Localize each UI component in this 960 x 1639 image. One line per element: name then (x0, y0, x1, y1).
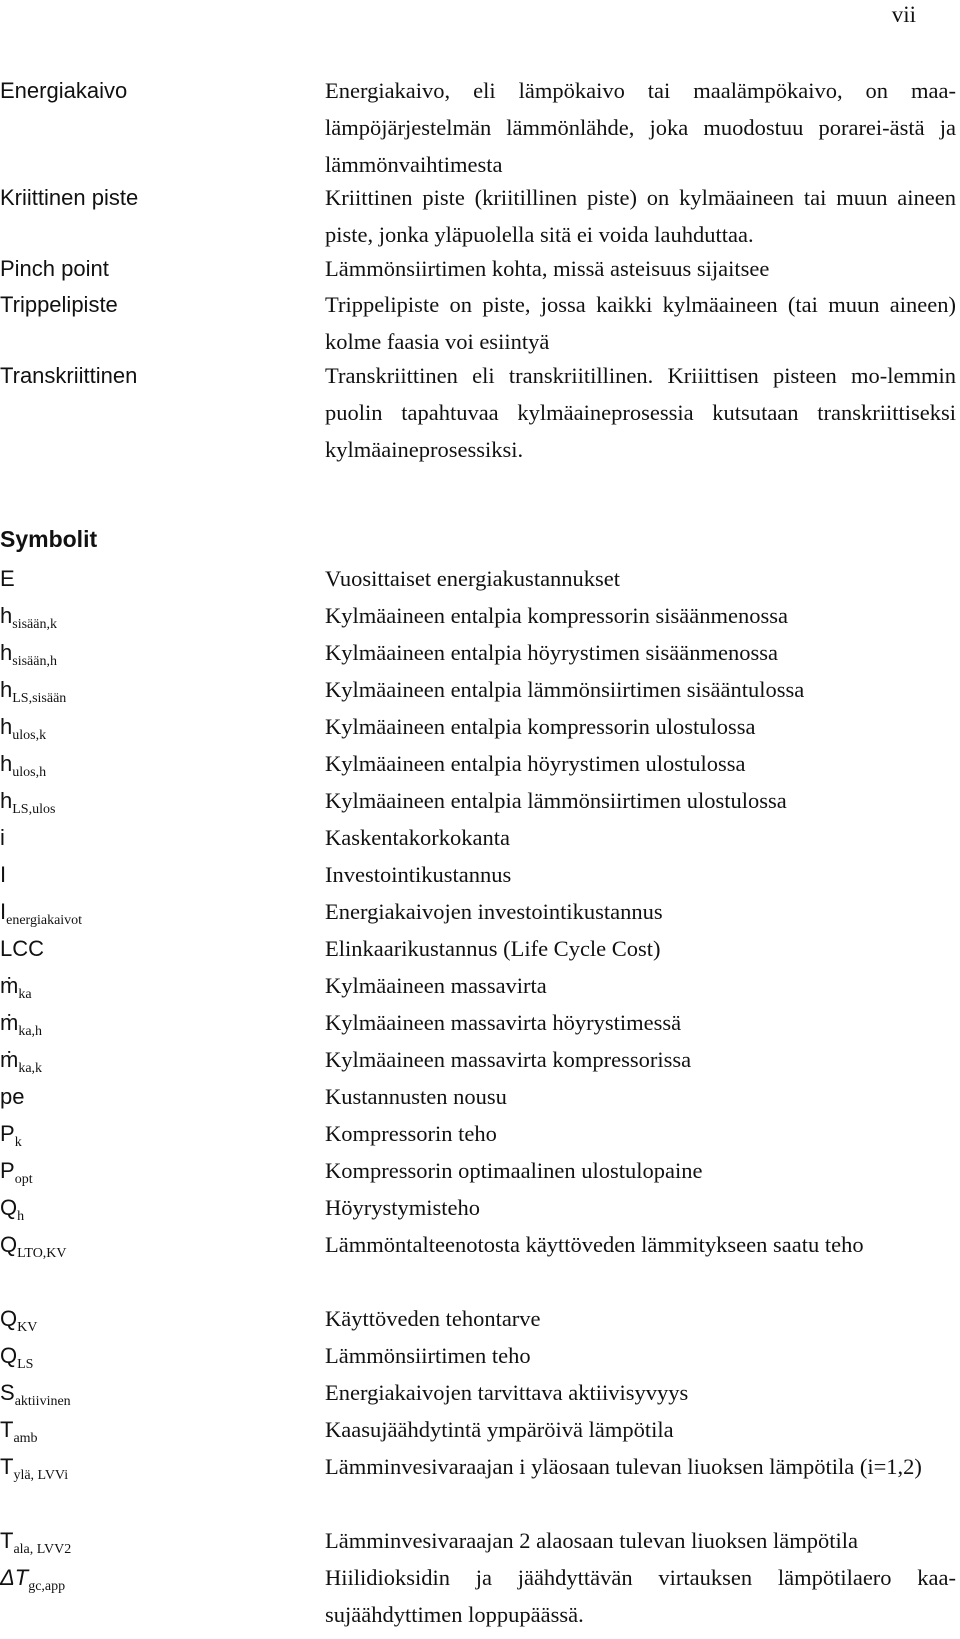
symbol-base: h (0, 640, 13, 665)
symbol-definition: Kompressorin optimaalinen ulostulopaine (325, 1158, 703, 1183)
symbol-definition: Elinkaarikustannus (Life Cycle Cost) (325, 936, 661, 961)
symbol-definition: Käyttöveden tehontarve (325, 1306, 541, 1331)
symbol (0, 708, 46, 749)
symbol-subscript: LS,ulos (12, 802, 56, 817)
symbol-definition: Kylmäaineen massavirta kompressorissa (325, 1047, 692, 1072)
symbol-subscript: energiakaivot (6, 913, 83, 928)
symbol (0, 1300, 37, 1341)
symbols-heading: Symbolit (0, 526, 98, 552)
symbol-subscript: sisään,k (12, 617, 57, 632)
symbol (0, 1522, 71, 1563)
symbol-base: Q (0, 1343, 18, 1368)
symbol-definition: Energiakaivojen investointikustannus (325, 899, 663, 924)
term-label: Pinch point (0, 256, 109, 281)
symbol (0, 1078, 24, 1119)
symbol (0, 560, 15, 601)
symbol-definition: Investointikustannus (325, 862, 512, 887)
symbol (0, 930, 44, 971)
symbol (0, 1115, 22, 1156)
symbol-base: T (0, 1454, 14, 1479)
symbol (0, 634, 57, 675)
symbol-definition: Kaskentakorkokanta (325, 825, 510, 850)
symbol-subscript: ylä, LVVi (13, 1468, 69, 1483)
symbol-definition: Kylmäaineen massavirta höyrystimessä (325, 1010, 682, 1035)
symbol-subscript: k (14, 1135, 22, 1150)
symbol-definition: Lämminvesivaraajan i yläosaan tulevan liuoksen lämpötila (i=1,2) (325, 1454, 922, 1479)
symbol-base: LCC (0, 936, 45, 961)
symbol-subscript: LTO,KV (17, 1246, 67, 1261)
symbol-base: ṁ (0, 1010, 19, 1035)
symbol (0, 1152, 33, 1193)
term-definition: Kriittinen piste (kriitillinen piste) on kylmäaineen tai muun aineen piste, jonka yläpuolella sitä ei voida lauhduttaa. (325, 185, 956, 247)
symbol-definition: Kustannusten nousu (325, 1084, 507, 1109)
symbol-base: I (0, 899, 7, 924)
term-label: Energiakaivo (0, 78, 128, 103)
symbol-base: h (0, 751, 13, 776)
term-label: Transkriittinen (0, 363, 138, 388)
symbol-base: Q (0, 1306, 18, 1331)
symbol (0, 1337, 33, 1378)
symbol-subscript: LS (17, 1357, 34, 1372)
symbol (0, 1189, 24, 1230)
symbol-base: S (0, 1380, 15, 1405)
symbol-subscript: ka (18, 987, 32, 1002)
term-definition: Transkriittinen eli transkriitillinen. Kriiittisen pisteen mo-lemmin puolin tapahtuvaa kylmäaineprosessia kutsutaan transkriittiseksi kylmäaineprosessiksi. (325, 363, 956, 462)
symbol-base: i (0, 825, 5, 850)
symbol-base: h (0, 603, 13, 628)
symbol-base: Q (0, 1195, 18, 1220)
symbol-subscript: sisään,h (12, 654, 57, 669)
symbol-subscript: aktiivinen (14, 1394, 71, 1409)
symbol-definition: Energiakaivojen tarvittava aktiivisyvyys (325, 1380, 689, 1405)
symbol-definition: Lämminvesivaraajan 2 alaosaan tulevan liuoksen lämpötila (325, 1528, 858, 1553)
symbol-base: P (0, 1121, 15, 1146)
symbol-definition: Lämmöntalteenotosta käyttöveden lämmitykseen saatu teho (325, 1232, 864, 1257)
symbol-base: pe (0, 1084, 25, 1109)
symbol (0, 1559, 65, 1600)
symbol-definition: Kompressorin teho (325, 1121, 497, 1146)
symbol (0, 1226, 67, 1267)
symbol (0, 1448, 68, 1489)
symbol-subscript: amb (13, 1431, 38, 1446)
symbol-definition: Vuosittaiset energiakustannukset (325, 566, 621, 591)
symbol-base: ΔT (0, 1565, 29, 1590)
symbol-base: ṁ (0, 1047, 19, 1072)
symbol-subscript: ka,h (18, 1024, 43, 1039)
symbol-definition: Kylmäaineen entalpia höyrystimen ulostulossa (325, 751, 746, 776)
symbol-definition: Kylmäaineen entalpia kompressorin sisäänmenossa (325, 603, 788, 628)
term-definition: Lämmönsiirtimen kohta, missä asteisuus sijaitsee (325, 256, 770, 281)
symbol (0, 745, 46, 786)
symbol-subscript: ulos,h (12, 765, 47, 780)
symbol (0, 1004, 42, 1045)
symbol-subscript: opt (14, 1172, 33, 1187)
symbol-definition: Kylmäaineen entalpia lämmönsiirtimen sisääntulossa (325, 677, 805, 702)
symbol-subscript: gc,app (28, 1579, 66, 1594)
symbol (0, 1411, 38, 1452)
symbol-base: T (0, 1528, 14, 1553)
symbol-base: P (0, 1158, 15, 1183)
symbol-base: T (0, 1417, 14, 1442)
symbol (0, 967, 32, 1008)
symbol-subscript: ala, LVV2 (13, 1542, 72, 1557)
symbol (0, 819, 5, 860)
term-label: Trippelipiste (0, 292, 118, 317)
symbol-definition: Kylmäaineen entalpia lämmönsiirtimen ulostulossa (325, 788, 787, 813)
symbol (0, 893, 82, 934)
symbol-definition: Lämmönsiirtimen teho (325, 1343, 531, 1368)
symbol-definition: Kylmäaineen massavirta (325, 973, 547, 998)
term-label: Kriittinen piste (0, 185, 139, 210)
symbol-subscript: KV (17, 1320, 38, 1335)
symbol-base: I (0, 862, 7, 887)
symbol-definition: Kaasujäähdytintä ympäröivä lämpötila (325, 1417, 674, 1442)
symbol (0, 1374, 71, 1415)
symbol-base: h (0, 714, 13, 739)
symbol-definition: Höyrystymisteho (325, 1195, 480, 1220)
symbol-base: E (0, 566, 15, 591)
symbol (0, 856, 6, 897)
symbol (0, 671, 66, 712)
symbol-subscript: ulos,k (12, 728, 47, 743)
symbol-base: ṁ (0, 973, 19, 998)
symbol-subscript: LS,sisään (12, 691, 67, 706)
term-definition: Energiakaivo, eli lämpökaivo tai maalämpökaivo, on maa-lämpöjärjestelmän lämmönlähde, joka muodostuu porarei-ästä ja lämmönvaihtimesta (325, 78, 956, 177)
symbol (0, 1041, 42, 1082)
symbol-definition: Kylmäaineen entalpia höyrystimen sisäänmenossa (325, 640, 778, 665)
term-definition: Trippelipiste on piste, jossa kaikki kylmäaineen (tai muun aineen) kolme faasia voi esiintyä (325, 292, 956, 354)
page-number: vii (891, 2, 916, 27)
symbol-definition: Hiilidioksidin ja jäähdyttävän virtauksen lämpötilaero kaa-sujäähdyttimen loppupäässä. (325, 1565, 956, 1627)
symbol-base: Q (0, 1232, 18, 1257)
symbol-subscript: h (17, 1209, 25, 1224)
symbol-definition: Kylmäaineen entalpia kompressorin ulostulossa (325, 714, 756, 739)
symbol-subscript: ka,k (18, 1061, 43, 1076)
symbol-base: h (0, 677, 13, 702)
symbol (0, 597, 57, 638)
symbol-base: h (0, 788, 13, 813)
symbol (0, 782, 55, 823)
